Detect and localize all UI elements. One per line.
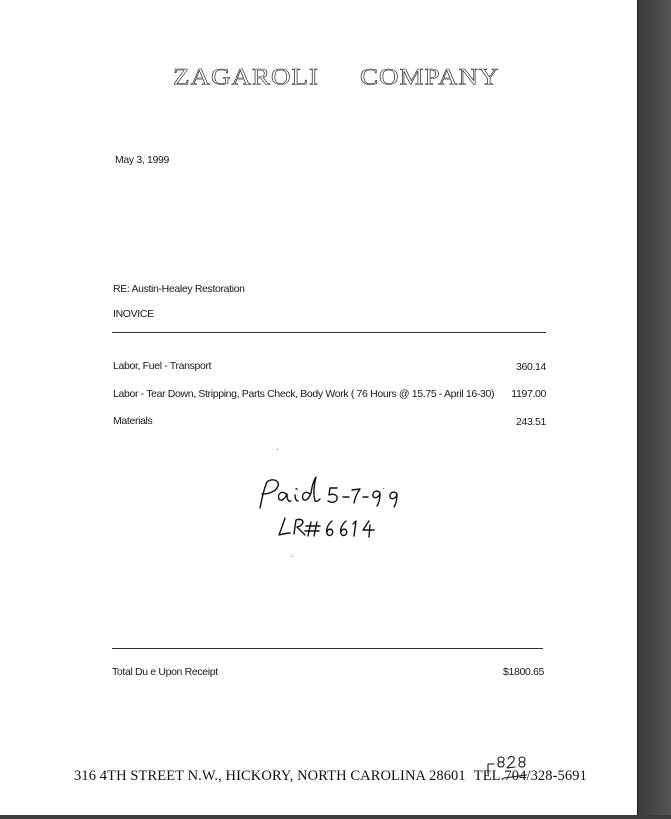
- footer-address: 316 4TH STREET N.W., HICKORY, NORTH CAROLINA 28601: [74, 768, 466, 784]
- viewer-frame-right: [638, 0, 671, 819]
- document-type: INOVICE: [113, 308, 154, 320]
- invoice-date: May 3, 1999: [115, 154, 169, 166]
- line-item-2-amount: 1197.00: [511, 388, 546, 400]
- line-item-1-amount: 360.14: [515, 361, 546, 373]
- handwritten-area-code-correction: [482, 752, 534, 782]
- letterhead-name-part2: COMPANY: [360, 64, 500, 90]
- re-line: RE: Austin-Healey Restoration: [113, 283, 245, 295]
- letterhead-name-part1: ZAGAROLI: [173, 64, 319, 90]
- total-label: Total Du e Upon Receipt: [112, 666, 218, 678]
- footer-area-code-struck: 704: [504, 768, 527, 784]
- footer-tel-label: TEL.: [473, 768, 505, 784]
- line-item-3-amount: 243.51: [515, 416, 546, 428]
- line-item-2-description: Labor - Tear Down, Stripping, Parts Check, Body Work ( 76 Hours @ 15.75 - April 16-30): [113, 388, 495, 400]
- total-amount: $1800.65: [503, 666, 544, 678]
- total-divider: [112, 648, 543, 649]
- handwritten-paid-note: [250, 474, 420, 546]
- header-divider: [112, 332, 546, 333]
- viewer-frame-bottom: [0, 815, 671, 819]
- line-item-3-description: Materials: [113, 415, 153, 427]
- scan-speck: [291, 556, 292, 557]
- scan-speck: [277, 449, 278, 450]
- line-item-1-description: Labor, Fuel - Transport: [113, 360, 212, 372]
- footer-phone-number: /328-5691: [526, 768, 587, 784]
- scan-speck: [383, 488, 384, 489]
